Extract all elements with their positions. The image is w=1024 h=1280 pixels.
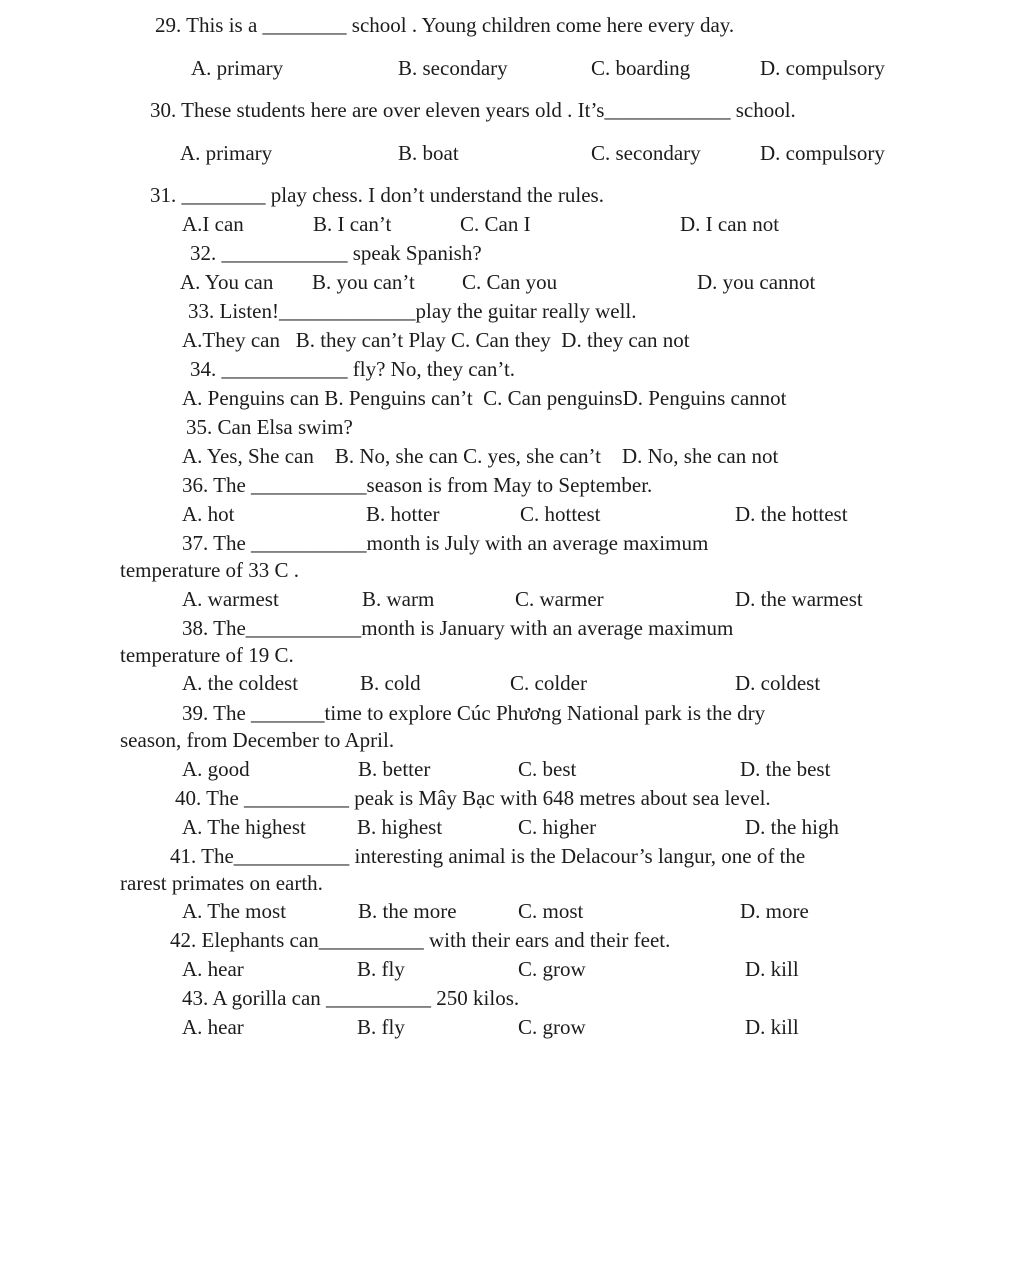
answer-options-q37-opt-a <box>182 586 279 612</box>
line-text: A. hot <box>182 502 235 526</box>
line-text: C. colder <box>510 671 587 695</box>
line-text: 30. These students here are over eleven years old . It’s____________ school. <box>150 98 796 122</box>
question-line-q35 <box>186 414 353 440</box>
line-text: A. the coldest <box>182 671 299 695</box>
line-text: C. warmer <box>515 587 604 611</box>
answer-options-q35-opts <box>182 443 778 469</box>
answer-options-q32-opt-d <box>697 269 815 295</box>
line-text: B. hotter <box>366 502 440 526</box>
line-text: 31. ________ play chess. I don’t understand the rules. <box>150 183 604 207</box>
line-text: C. Can you <box>462 270 558 294</box>
line-text: 34. ____________ fly? No, they can’t. <box>190 357 516 381</box>
answer-options-q38-opt-d <box>735 670 820 696</box>
answer-options-q36-opt-c <box>520 501 601 527</box>
line-text: 41. The___________ interesting animal is the Delacour’s langur, one of the <box>170 844 806 868</box>
answer-options-q29-opt-b <box>398 55 508 81</box>
line-text: D. the warmest <box>735 587 863 611</box>
answer-options-q38-opt-b <box>360 670 421 696</box>
line-text: temperature of 33 C . <box>120 558 300 582</box>
line-text: D. the best <box>740 757 831 781</box>
answer-options-q32-opt-a <box>180 269 273 295</box>
answer-options-q43-opt-c <box>518 1014 586 1040</box>
line-text: C. higher <box>518 815 597 839</box>
answer-options-q33-opts <box>182 327 690 353</box>
line-text: 29. This is a ________ school . Young children come here every day. <box>155 13 735 37</box>
question-line-q39 <box>182 700 765 726</box>
answer-options-q43-opt-d <box>745 1014 799 1040</box>
answer-options-q36-opt-d <box>735 501 848 527</box>
line-text: 42. Elephants can__________ with their ears and their feet. <box>170 928 671 952</box>
line-text: C. Can I <box>460 212 531 236</box>
line-text: D. I can not <box>680 212 780 236</box>
question-line-q33 <box>188 298 637 324</box>
question-line-q37-cont <box>120 557 299 583</box>
answer-options-q40-opt-a <box>182 814 306 840</box>
answer-options-q40-opt-c <box>518 814 596 840</box>
line-text: A. Penguins can B. Penguins can’t C. Can penguinsD. Penguins cannot <box>182 386 787 410</box>
answer-options-q36-opt-b <box>366 501 440 527</box>
line-text: season, from December to April. <box>120 728 395 752</box>
line-text: A. The highest <box>182 815 306 839</box>
answer-options-q32-opt-c <box>462 269 557 295</box>
line-text: D. coldest <box>735 671 821 695</box>
line-text: A.They can B. they can’t Play C. Can they D. they can not <box>182 328 690 352</box>
question-line-q36 <box>182 472 652 498</box>
line-text: D. compulsory <box>760 141 885 165</box>
question-line-q41-cont <box>120 870 323 896</box>
answer-options-q30-opt-a <box>180 140 272 166</box>
answer-options-q39-opt-a <box>182 756 250 782</box>
answer-options-q29-opt-a <box>191 55 283 81</box>
line-text: B. warm <box>362 587 435 611</box>
question-line-q37 <box>182 530 708 556</box>
line-text: B. fly <box>357 1015 405 1039</box>
question-line-q41 <box>170 843 805 869</box>
line-text: B. better <box>358 757 431 781</box>
line-text: A.I can <box>182 212 244 236</box>
answer-options-q32-opt-b <box>312 269 415 295</box>
answer-options-q31-opt-b <box>313 211 391 237</box>
line-text: C. best <box>518 757 577 781</box>
line-text: A. warmest <box>182 587 279 611</box>
line-text: 39. The _______time to explore Cúc Phương National park is the dry <box>182 701 766 725</box>
answer-options-q39-opt-c <box>518 756 576 782</box>
line-text: A. hear <box>182 957 244 981</box>
line-text: B. cold <box>360 671 421 695</box>
answer-options-q42-opt-d <box>745 956 799 982</box>
answer-options-q42-opt-b <box>357 956 405 982</box>
line-text: 43. A gorilla can __________ 250 kilos. <box>182 986 520 1010</box>
question-line-q32 <box>190 240 482 266</box>
question-line-q40 <box>175 785 771 811</box>
line-text: C. grow <box>518 1015 586 1039</box>
line-text: C. secondary <box>591 141 701 165</box>
line-text: D. kill <box>745 1015 799 1039</box>
line-text: D. the high <box>745 815 839 839</box>
answer-options-q38-opt-a <box>182 670 298 696</box>
answer-options-q38-opt-c <box>510 670 587 696</box>
answer-options-q41-opt-b <box>358 898 457 924</box>
line-text: temperature of 19 C. <box>120 643 294 667</box>
answer-options-q30-opt-b <box>398 140 459 166</box>
question-line-q31 <box>150 182 604 208</box>
line-text: D. more <box>740 899 809 923</box>
answer-options-q30-opt-c <box>591 140 701 166</box>
answer-options-q29-opt-d <box>760 55 885 81</box>
line-text: rarest primates on earth. <box>120 871 323 895</box>
line-text: 35. Can Elsa swim? <box>186 415 353 439</box>
answer-options-q41-opt-a <box>182 898 286 924</box>
line-text: C. most <box>518 899 584 923</box>
line-text: B. you can’t <box>312 270 415 294</box>
question-line-q38-cont <box>120 642 294 668</box>
answer-options-q34-opts <box>182 385 786 411</box>
line-text: A. You can <box>180 270 274 294</box>
answer-options-q40-opt-b <box>357 814 442 840</box>
answer-options-q31-opt-d <box>680 211 779 237</box>
answer-options-q41-opt-d <box>740 898 809 924</box>
line-text: A. primary <box>191 56 284 80</box>
line-text: B. highest <box>357 815 443 839</box>
line-text: B. boat <box>398 141 459 165</box>
answer-options-q37-opt-b <box>362 586 434 612</box>
answer-options-q43-opt-b <box>357 1014 405 1040</box>
line-text: D. you cannot <box>697 270 816 294</box>
line-text: B. secondary <box>398 56 508 80</box>
line-text: 40. The __________ peak is Mây Bạc with 648 metres about sea level. <box>175 786 771 810</box>
line-text: D. kill <box>745 957 799 981</box>
answer-options-q42-opt-c <box>518 956 586 982</box>
answer-options-q30-opt-d <box>760 140 885 166</box>
line-text: 37. The ___________month is July with an average maximum <box>182 531 709 555</box>
line-text: B. the more <box>358 899 457 923</box>
line-text: B. I can’t <box>313 212 392 236</box>
line-text: A. Yes, She can B. No, she can C. yes, she can’t D. No, she can not <box>182 444 779 468</box>
answer-options-q42-opt-a <box>182 956 244 982</box>
line-text: C. boarding <box>591 56 691 80</box>
question-line-q30 <box>150 97 796 123</box>
answer-options-q37-opt-c <box>515 586 604 612</box>
line-text: A. good <box>182 757 250 781</box>
line-text: A. hear <box>182 1015 244 1039</box>
line-text: 38. The___________month is January with an average maximum <box>182 616 734 640</box>
line-text: A. The most <box>182 899 287 923</box>
line-text: D. the hottest <box>735 502 848 526</box>
answer-options-q41-opt-c <box>518 898 583 924</box>
question-line-q42 <box>170 927 670 953</box>
answer-options-q43-opt-a <box>182 1014 244 1040</box>
line-text: C. hottest <box>520 502 601 526</box>
question-line-q34 <box>190 356 515 382</box>
answer-options-q40-opt-d <box>745 814 839 840</box>
question-line-q29 <box>155 12 734 38</box>
line-text: 33. Listen!_____________play the guitar really well. <box>188 299 637 323</box>
line-text: A. primary <box>180 141 273 165</box>
answer-options-q31-opt-c <box>460 211 531 237</box>
question-line-q38 <box>182 615 733 641</box>
line-text: 32. ____________ speak Spanish? <box>190 241 482 265</box>
question-line-q43 <box>182 985 519 1011</box>
question-line-q39-cont <box>120 727 394 753</box>
answer-options-q39-opt-b <box>358 756 430 782</box>
answer-options-q31-opt-a <box>182 211 244 237</box>
line-text: B. fly <box>357 957 405 981</box>
line-text: D. compulsory <box>760 56 885 80</box>
line-text: 36. The ___________season is from May to September. <box>182 473 653 497</box>
answer-options-q37-opt-d <box>735 586 863 612</box>
answer-options-q36-opt-a <box>182 501 235 527</box>
answer-options-q29-opt-c <box>591 55 690 81</box>
line-text: C. grow <box>518 957 586 981</box>
answer-options-q39-opt-d <box>740 756 830 782</box>
